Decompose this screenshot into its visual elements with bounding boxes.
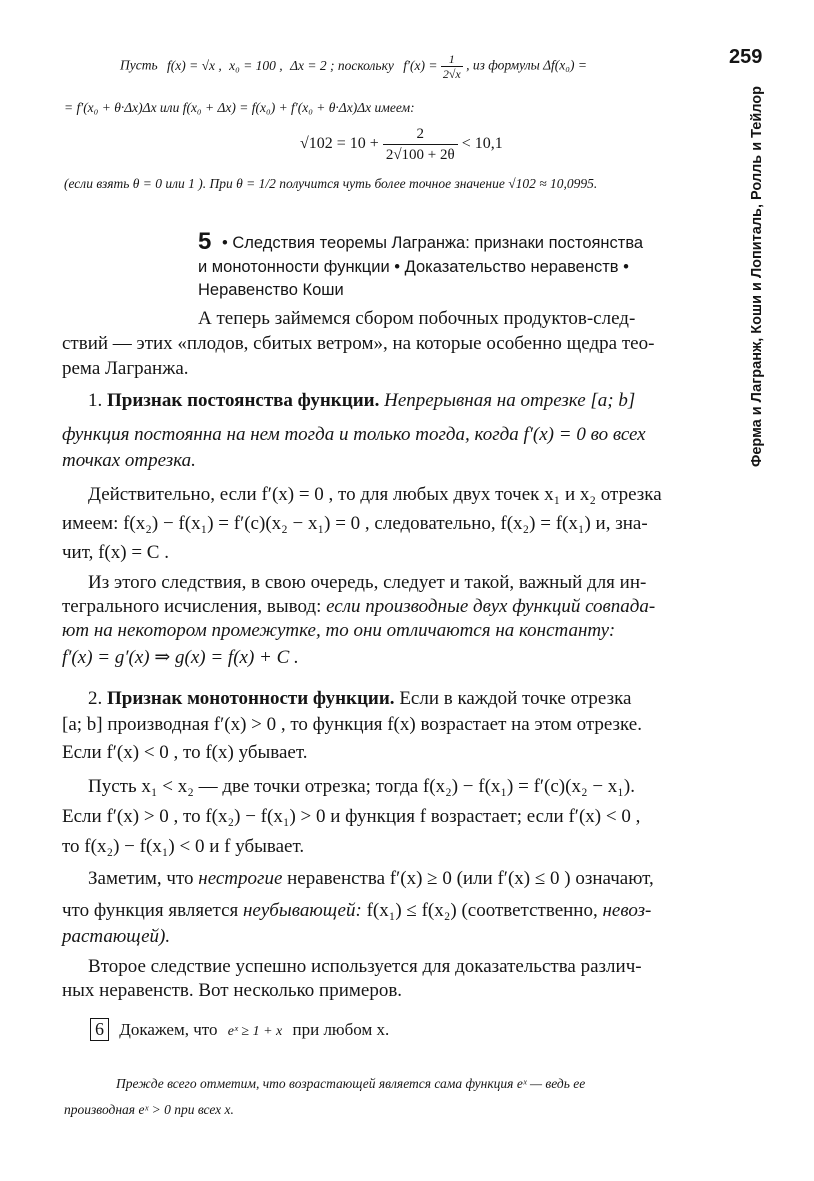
item-number: 2. — [88, 688, 103, 709]
item-title: Признак постоянства функции. — [107, 390, 380, 411]
text: , из формулы Δf(x₀) = — [466, 57, 587, 73]
emphasis: невоз- — [602, 900, 652, 921]
top-line-2: = f′(x₀ + θ·Δx)Δx или f(x₀ + Δx) = f(x₀) + f′(x₀ + θ·Δx)Δx имеем: — [64, 100, 415, 115]
emphasis: нестрогие — [198, 868, 283, 889]
section-title-line-3: Неравенство Коши — [198, 281, 344, 299]
fraction — [383, 124, 458, 165]
emphasis: если производные двух функций совпада- — [326, 596, 656, 617]
item-text: точках отрезка. — [62, 450, 196, 471]
fraction-numerator: 1 — [441, 52, 463, 67]
fraction-denominator: 2√100 + 2θ — [385, 147, 455, 163]
p2c-line-1 — [88, 868, 716, 890]
top-line-4: (если взять θ = 0 или 1 ). При θ = 1/2 получится чуть более точное значение √102 ≈ 10,0995. — [64, 176, 598, 191]
section-title-line-2: и монотонности функции • Доказательство неравенств • — [198, 258, 629, 276]
p2-line-1 — [88, 688, 716, 710]
p2-line-3: Если f′(x) < 0 , то f(x) убывает. — [62, 742, 308, 763]
section-number: 5 — [198, 228, 212, 255]
formula: f′(x) = g′(x) ⇒ g(x) = f(x) + C . — [62, 647, 299, 668]
section-title-line-1: • Следствия теоремы Лагранжа: признаки постоянства — [222, 234, 644, 252]
p1-line-1 — [88, 390, 716, 412]
p2b-line-3: то f(x₂) − f(x₁) < 0 и f убывает. — [62, 836, 305, 857]
formula: < 10,1 — [461, 135, 503, 153]
running-head: Ферма и Лагранж, Коши и Лопиталь, Ролль и Тейлор — [749, 86, 765, 468]
item-text: Если в каждой точке отрезка — [399, 688, 632, 709]
intro-line-3: рема Лагранжа. — [62, 358, 189, 379]
fraction — [441, 52, 463, 81]
p1-line-3 — [62, 450, 716, 472]
formula: f′(x) = — [403, 57, 438, 73]
page-number: 259 — [729, 46, 763, 68]
text: f(x₁) ≤ f(x₂) (соответственно, — [366, 900, 598, 921]
p1c-line-1: Из этого следствия, в свою очередь, следует и такой, важный для ин- — [88, 572, 647, 593]
p2b-line-1: Пусть x₁ < x₂ — две точки отрезка; тогда f(x₂) − f(x₁) = f′(c)(x₂ − x₁). — [88, 776, 636, 797]
item-title: Признак монотонности функции. — [107, 688, 395, 709]
p1b-line-3: чит, f(x) = C . — [62, 542, 169, 563]
intro-line-2: ствий — этих «плодов, сбитых ветром», на которые особенно щедра тео- — [62, 333, 655, 354]
note-line-2: производная eˣ > 0 при всех x. — [64, 1102, 234, 1117]
emphasis: растающей). — [62, 926, 171, 947]
p2d-line-1: Второе следствие успешно используется для доказательства различ- — [88, 956, 642, 977]
formula: f(x) = √x , — [167, 57, 222, 73]
top-line-3 — [300, 124, 503, 165]
item-text: Непрерывная на отрезке [a; b] — [384, 390, 636, 411]
item-number: 1. — [88, 390, 103, 411]
text: Пусть — [120, 57, 158, 73]
p2c-line-2 — [62, 900, 716, 922]
formula: √102 = 10 + — [300, 135, 379, 153]
fraction-denominator: 2√x — [442, 67, 461, 81]
example-number-box: 6 — [90, 1018, 109, 1041]
p1c-line-2 — [62, 596, 716, 618]
formula: x₀ = 100 , — [229, 57, 283, 73]
text: тегрального исчисления, вывод: — [62, 596, 322, 617]
text: Заметим, что — [88, 868, 194, 889]
p1b-line-2: имеем: f(x₂) − f(x₁) = f′(c)(x₂ − x₁) = 0 , следовательно, f(x₂) = f(x₁) и, зна- — [62, 513, 648, 534]
fraction-numerator: 2 — [383, 124, 458, 145]
text: Δx = 2 ; поскольку — [290, 57, 394, 73]
top-line-1 — [120, 52, 587, 81]
emphasis: ют на некотором промежутке, то они отличаются на константу: — [62, 620, 616, 641]
text: при любом x. — [292, 1020, 390, 1039]
emphasis: неубывающей: — [243, 900, 362, 921]
p1-line-2 — [62, 424, 716, 446]
p2d-line-2: ных неравенств. Вот несколько примеров. — [62, 980, 403, 1001]
p2c-line-3 — [62, 926, 716, 948]
text: Докажем, что — [119, 1020, 218, 1039]
item-text: функция постоянна на нем тогда и только тогда, когда f′(x) = 0 во всех — [62, 424, 646, 445]
note-line-1: Прежде всего отметим, что возрастающей является сама функция eˣ — ведь ее — [116, 1076, 586, 1091]
p2-line-2: [a; b] производная f′(x) > 0 , то функция f(x) возрастает на этом отрезке. — [62, 714, 642, 735]
p1c-line-3 — [62, 620, 716, 642]
p1c-line-4 — [62, 646, 716, 669]
p1b-line-1: Действительно, если f′(x) = 0 , то для любых двух точек x₁ и x₂ отрезка — [88, 484, 662, 505]
text: что функция является — [62, 900, 239, 921]
text: неравенства f′(x) ≥ 0 (или f′(x) ≤ 0 ) означают, — [287, 868, 654, 889]
formula: eˣ ≥ 1 + x — [227, 1024, 283, 1039]
intro-line-1: А теперь займемся сбором побочных продуктов-след- — [198, 308, 636, 329]
example-6 — [90, 1018, 716, 1041]
p2b-line-2: Если f′(x) > 0 , то f(x₂) − f(x₁) > 0 и функция f возрастает; если f′(x) < 0 , — [62, 806, 641, 827]
